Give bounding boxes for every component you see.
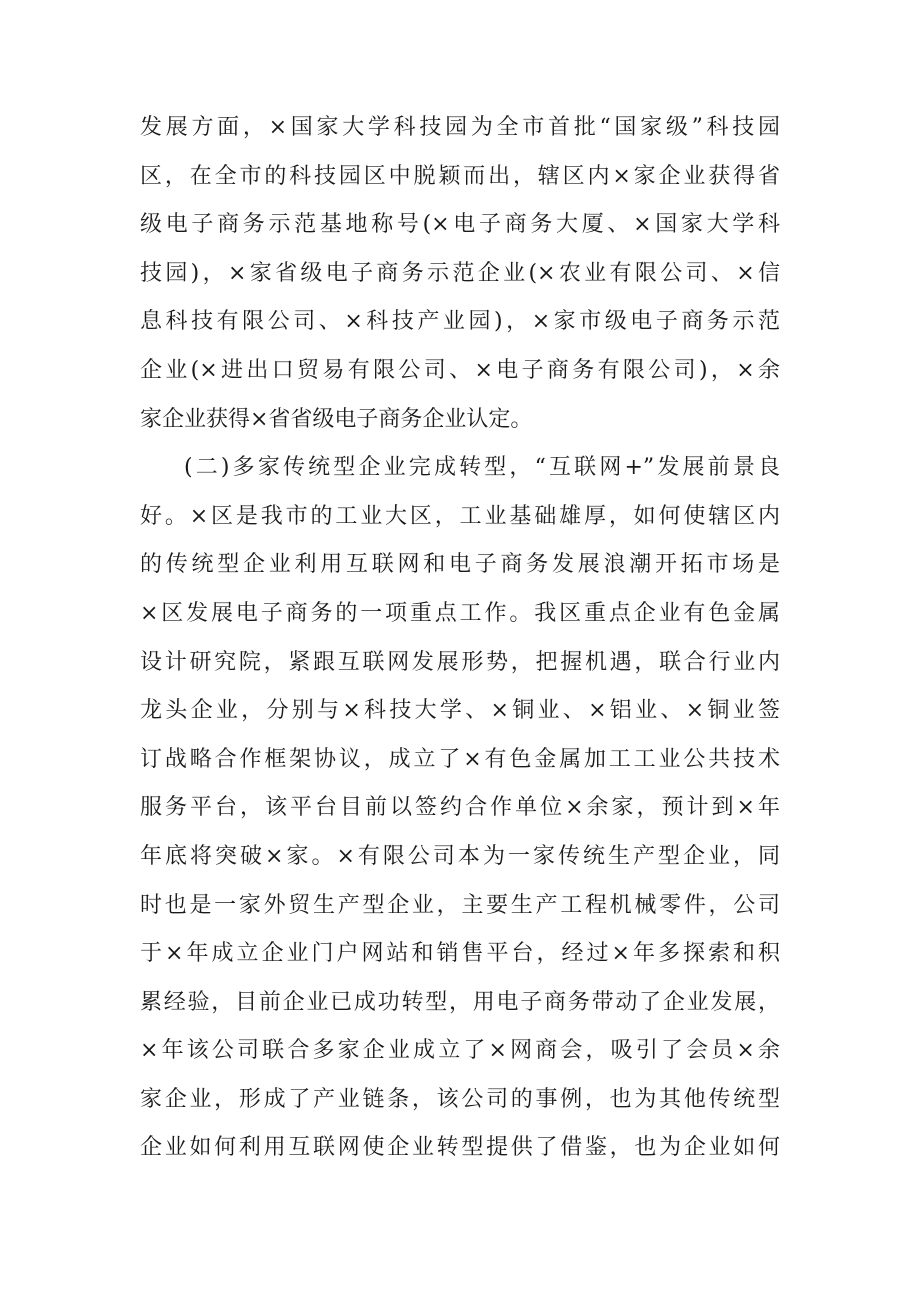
text-line: 好。×区是我市的工业大区，工业基础雄厚，如何使辖区内 (140, 503, 780, 529)
text-line: 时也是一家外贸生产型企业，主要生产工程机械零件，公司 (140, 892, 780, 918)
text-line: 累经验，目前企业已成功转型，用电子商务带动了企业发展， (140, 989, 780, 1015)
text-line: 区，在全市的科技园区中脱颖而出，辖区内×家企业获得省 (140, 163, 780, 189)
document-body (140, 104, 780, 1173)
text-line: 技园)，×家省级电子商务示范企业(×农业有限公司、×信 (140, 260, 780, 286)
section-heading-line: (二)多家传统型企业完成转型，“互联网+”发展前景良 (184, 455, 780, 481)
paragraph-end-line: 家企业获得×省省级电子商务企业认定。 (140, 406, 533, 432)
text-line: 服务平台，该平台目前以签约合作单位×余家，预计到×年 (140, 795, 780, 821)
text-line: 年底将突破×家。×有限公司本为一家传统生产型企业，同 (140, 843, 780, 869)
text-line: 的传统型企业利用互联网和电子商务发展浪潮开拓市场是 (140, 552, 780, 578)
text-line: 发展方面，×国家大学科技园为全市首批“国家级”科技园 (140, 115, 780, 140)
text-line: 家企业，形成了产业链条，该公司的事例，也为其他传统型 (140, 1086, 780, 1112)
text-line: 息科技有限公司、×科技产业园)，×家市级电子商务示范 (140, 309, 780, 335)
text-line: 企业如何利用互联网使企业转型提供了借鉴，也为企业如何 (140, 1135, 780, 1161)
text-line: 订战略合作框架协议，成立了×有色金属加工工业公共技术 (140, 746, 780, 772)
text-line: 于×年成立企业门户网站和销售平台，经过×年多探索和积 (140, 941, 780, 967)
text-line: 企业(×进出口贸易有限公司、×电子商务有限公司)，×余 (140, 357, 780, 383)
text-line: 级电子商务示范基地称号(×电子商务大厦、×国家大学科 (140, 212, 780, 238)
text-line: ×年该公司联合多家企业成立了×网商会，吸引了会员×余 (140, 1038, 780, 1064)
text-line: ×区发展电子商务的一项重点工作。我区重点企业有色金属 (140, 600, 780, 626)
text-line: 设计研究院，紧跟互联网发展形势，把握机遇，联合行业内 (140, 649, 780, 675)
text-line: 龙头企业，分别与×科技大学、×铜业、×铝业、×铜业签 (140, 698, 780, 724)
